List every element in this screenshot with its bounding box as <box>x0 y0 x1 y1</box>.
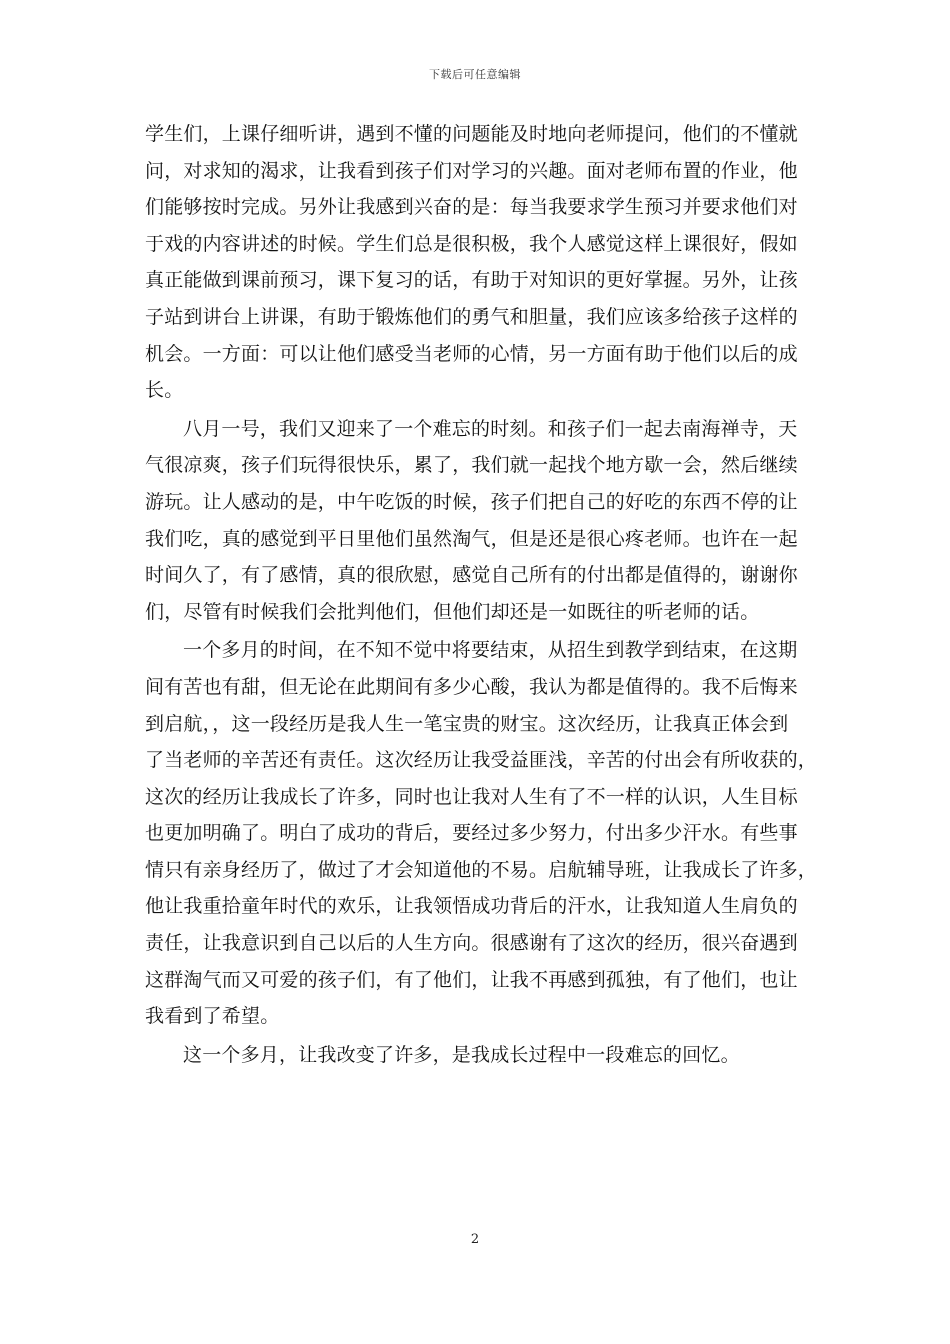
text-line: 他让我重拾童年时代的欢乐，让我领悟成功背后的汗水，让我知道人生肩负的 <box>145 895 798 918</box>
page-header: 下载后可任意编辑 <box>429 68 521 81</box>
text-line: 们能够按时完成。另外让我感到兴奋的是：每当我要求学生预习并要求他们对 <box>145 196 798 219</box>
paragraph <box>145 116 809 409</box>
text-line: 这次的经历让我成长了许多，同时也让我对人生有了不一样的认识，人生目标 <box>145 785 798 808</box>
text-line: 一个多月的时间，在不知不觉中将要结束，从招生到教学到结束，在这期 <box>183 639 798 662</box>
text-line: 了当老师的辛苦还有责任。这次经历让我受益匪浅，辛苦的付出会有所收获的， <box>145 749 818 772</box>
text-line: 责任，让我意识到自己以后的人生方向。很感谢有了这次的经历，很兴奋遇到 <box>145 932 798 955</box>
text-line: 游玩。让人感动的是，中午吃饭的时候，孩子们把自己的好吃的东西不停的让 <box>145 490 798 513</box>
page-number: 2 <box>470 1232 480 1247</box>
text-line: 问，对求知的渴求，让我看到孩子们对学习的兴趣。面对老师布置的作业，他 <box>145 159 798 182</box>
text-line: 也更加明确了。明白了成功的背后，要经过多少努力，付出多少汗水。有些事 <box>145 822 798 845</box>
text-line: 子站到讲台上讲课，有助于锻炼他们的勇气和胆量，我们应该多给孩子这样的 <box>145 305 798 328</box>
text-line: 时间久了，有了感情，真的很欣慰，感觉自己所有的付出都是值得的，谢谢你 <box>145 564 798 587</box>
text-line: 气很凉爽，孩子们玩得很快乐，累了，我们就一起找个地方歇一会，然后继续 <box>145 454 798 477</box>
text-line: 学生们，上课仔细听讲，遇到不懂的问题能及时地向老师提问，他们的不懂就 <box>145 123 798 145</box>
paragraph <box>145 411 809 631</box>
text-line: 们，尽管有时候我们会批判他们，但他们却还是一如既往的听老师的话。 <box>145 600 760 623</box>
text-line: 我看到了希望。 <box>145 1005 280 1028</box>
text-line: 机会。一方面：可以让他们感受当老师的心情，另一方面有助于他们以后的成 <box>145 342 798 365</box>
text-line: 这一个多月，让我改变了许多，是我成长过程中一段难忘的回忆。 <box>183 1043 740 1066</box>
text-line: 间有苦也有甜，但无论在此期间有多少心酸，我认为都是值得的。我不后悔来 <box>145 675 798 698</box>
text-line: 到启航，，这一段经历是我人生一笔宝贵的财宝。这次经历，让我真正体会到 <box>145 712 789 735</box>
text-line: 真正能做到课前预习，课下复习的话，有助于对知识的更好掌握。另外，让孩 <box>145 269 798 292</box>
document-body <box>145 116 818 1073</box>
text-line: 我们吃，真的感觉到平日里他们虽然淘气，但是还是很心疼老师。也许在一起 <box>145 527 798 550</box>
paragraph <box>145 632 818 1035</box>
text-line: 于戏的内容讲述的时候。学生们总是很积极，我个人感觉这样上课很好，假如 <box>145 232 798 255</box>
text-line: 这群淘气而又可爱的孩子们，有了他们，让我不再感到孤独，有了他们，也让 <box>145 968 798 991</box>
text-line: 情只有亲身经历了，做过了才会知道他的不易。启航辅导班，让我成长了许多， <box>145 858 818 881</box>
text-line: 长。 <box>145 379 184 402</box>
paragraph <box>145 1037 809 1074</box>
text-line: 八月一号，我们又迎来了一个难忘的时刻。和孩子们一起去南海禅寺，天 <box>183 417 798 440</box>
